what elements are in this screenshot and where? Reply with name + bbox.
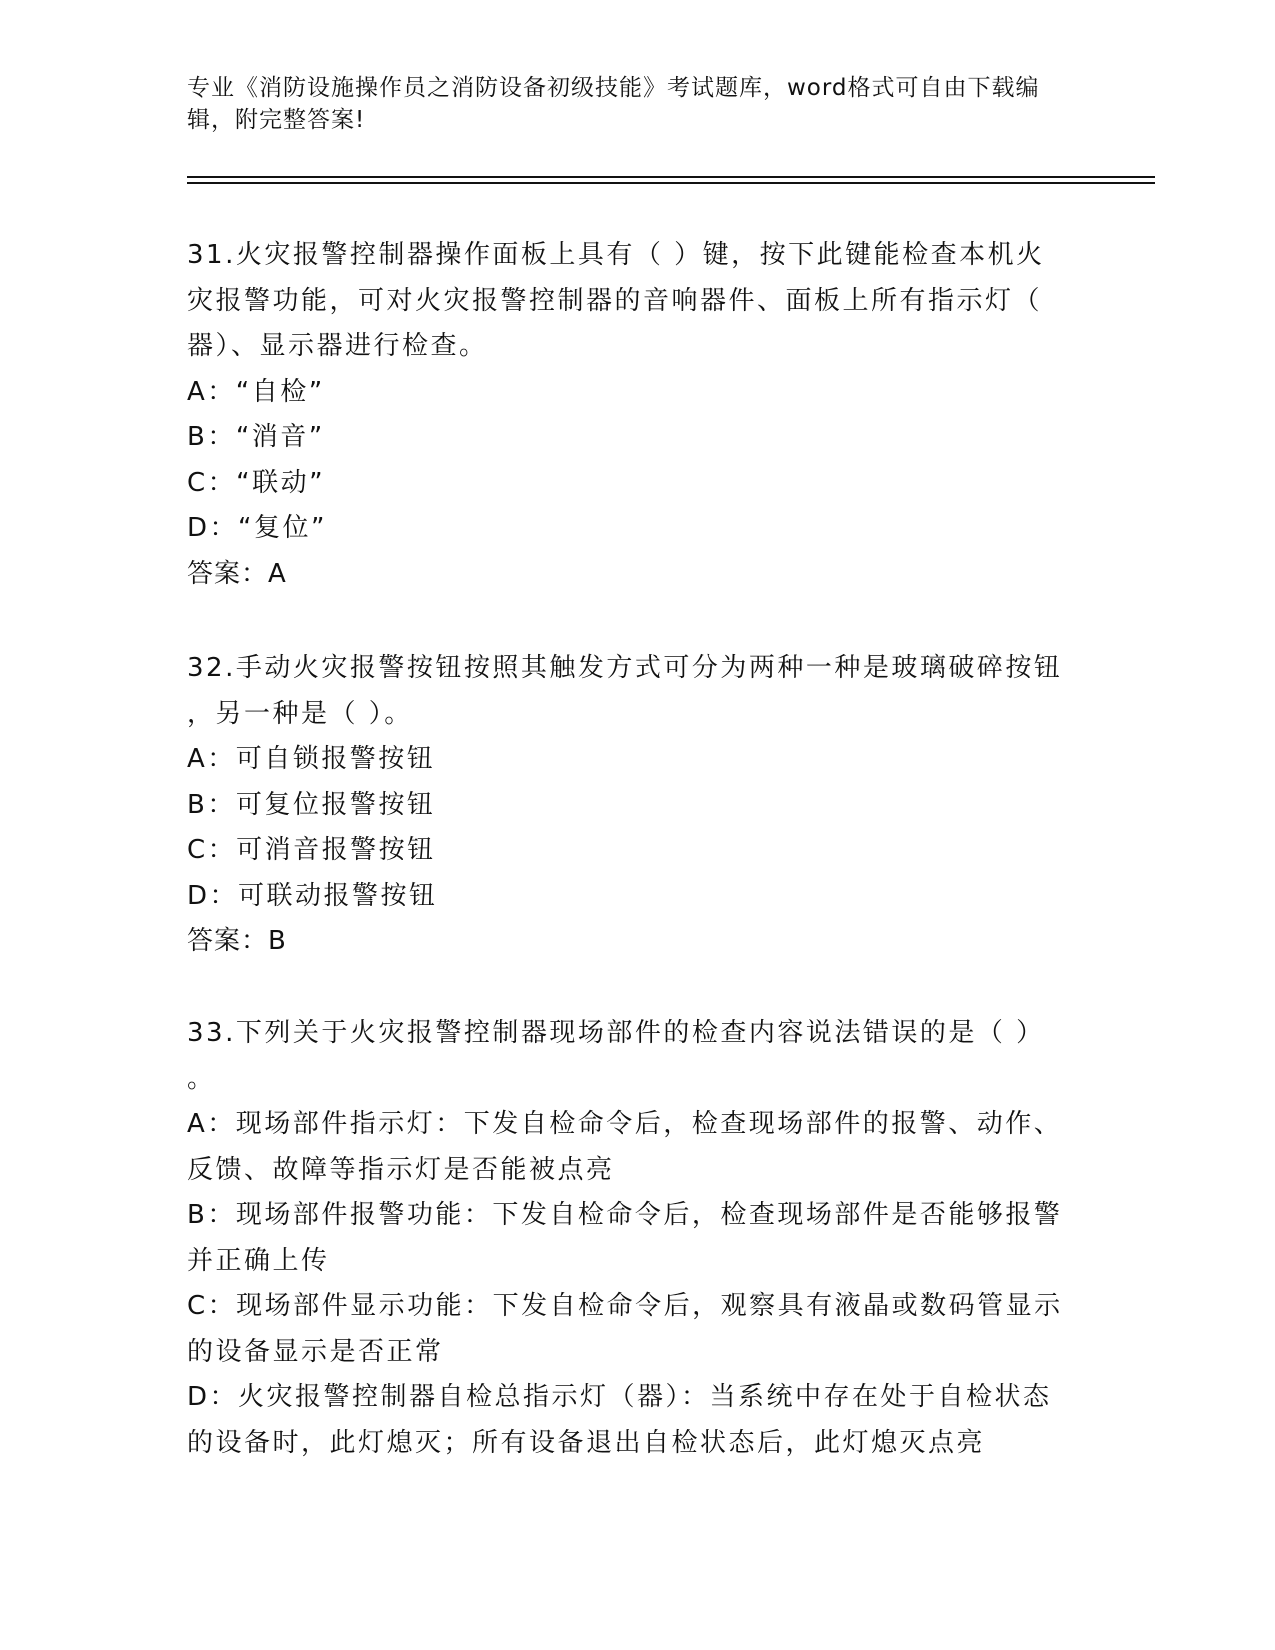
header-divider-top [187, 176, 1155, 178]
option-d: D：可联动报警按钮 [187, 880, 438, 911]
option-a: A：可自锁报警按钮 [187, 744, 436, 774]
option-a: A：“自检” [187, 376, 325, 407]
question-32 [187, 646, 1087, 965]
header-line-2: 辑，附完整答案! [187, 107, 366, 133]
option-d-continued: 的设备时，此灯熄灭；所有设备退出自检状态后，此灯熄灭点亮 [187, 1427, 986, 1458]
document-header [187, 72, 1067, 136]
option-b-continued: 并正确上传 [187, 1245, 330, 1276]
header-line-1: 专业《消防设施操作员之消防设备初级技能》考试题库，word格式可自由下载编 [187, 75, 1040, 101]
option-d: D：“复位” [187, 513, 327, 543]
question-text-line: 31.火灾报警控制器操作面板上具有（ ）键，按下此键能检查本机火 [187, 240, 1045, 270]
question-text-line: ，另一种是（ ）。 [187, 698, 413, 729]
option-c: C：现场部件显示功能：下发自检命令后，观察具有液晶或数码管显示 [187, 1291, 1063, 1321]
option-a-continued: 反馈、故障等指示灯是否能被点亮 [187, 1154, 615, 1185]
option-d: D：火灾报警控制器自检总指示灯（器）：当系统中存在处于自检状态 [187, 1382, 1052, 1412]
option-c-continued: 的设备显示是否正常 [187, 1336, 444, 1367]
question-31 [187, 233, 1087, 597]
option-b: B：现场部件报警功能：下发自检命令后，检查现场部件是否能够报警 [187, 1200, 1063, 1230]
option-c: C：可消音报警按钮 [187, 835, 436, 865]
answer-line: 答案：B [187, 926, 287, 956]
answer-line: 答案：A [187, 558, 287, 589]
option-c: C：“联动” [187, 467, 326, 498]
option-a: A：现场部件指示灯：下发自检命令后，检查现场部件的报警、动作、 [187, 1109, 1063, 1139]
question-text-line: 32.手动火灾报警按钮按照其触发方式可分为两种一种是玻璃破碎按钮 [187, 653, 1063, 683]
question-text-line: 器）、显示器进行检查。 [187, 331, 488, 361]
question-text-line: 灾报警功能，可对火灾报警控制器的音响器件、面板上所有指示灯（ [187, 285, 1043, 316]
option-b: B：“消音” [187, 422, 325, 452]
question-33 [187, 1011, 1087, 1466]
option-b: B：可复位报警按钮 [187, 789, 436, 820]
header-divider-bottom [187, 182, 1155, 184]
question-text-line: 。 [187, 1063, 216, 1094]
question-text-line: 33.下列关于火灾报警控制器现场部件的检查内容说法错误的是（ ） [187, 1018, 1045, 1048]
